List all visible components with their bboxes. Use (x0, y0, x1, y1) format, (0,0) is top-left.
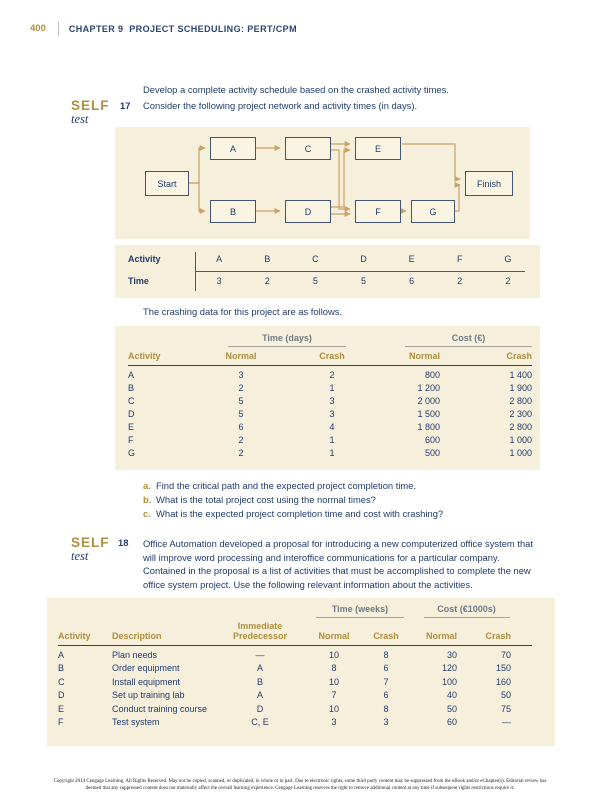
activity-column-header: Activity (128, 351, 161, 361)
table-row: E 6 4 1 800 2 800 (128, 422, 532, 432)
question-c: c. What is the expected project completion time and cost with crashing? (143, 508, 444, 519)
table-row: G 2 1 500 1 000 (128, 448, 532, 458)
table-row: D Set up training lab A 7 6 40 50 (58, 690, 511, 701)
crash-cost-column-header: Crash (485, 631, 511, 641)
column-header-row (128, 351, 532, 366)
header-divider (58, 21, 59, 36)
row-label: Activity (128, 254, 161, 264)
test-label: test (71, 112, 89, 126)
table-row: F Test system C, E 3 3 60 — (58, 717, 511, 728)
question-list (143, 479, 443, 521)
self-label: SELF (71, 535, 110, 550)
table-row: B 2 1 1 200 1 900 (128, 383, 532, 393)
normal-cost-column-header: Normal (408, 351, 440, 361)
self-label: SELF (71, 98, 110, 113)
predecessor-column-header: Immediate Predecessor (232, 621, 288, 641)
test-label: test (71, 549, 89, 563)
network-node-finish: Finish (465, 171, 513, 196)
table-row: C Install equipment B 10 7 100 160 (58, 676, 511, 687)
group-header-row (128, 333, 532, 347)
network-node-e: E (355, 137, 401, 160)
network-node-start: Start (145, 171, 189, 196)
table-row: D 5 3 1 500 2 300 (128, 409, 532, 419)
group-header-row (58, 604, 555, 618)
office-project-table (47, 598, 555, 746)
question-b: b. What is the total project cost using the normal times? (143, 494, 376, 505)
network-node-b: B (210, 200, 256, 223)
intro-line: Develop a complete activity schedule based on the crashed activity times. (143, 84, 449, 95)
time-group-header: Time (weeks) (308, 604, 412, 618)
normal-cost-column-header: Normal (425, 631, 457, 641)
activity-time-table (115, 245, 540, 298)
activity-row: Activity A B C D E F G (128, 254, 512, 264)
time-group-header: Time (days) (201, 333, 383, 347)
copyright-footer: Copyright 2014 Cengage Learning. All Rights Reserved. May not be copied, scanned, or duplicated, in whole or in part. Due to electronic rights, some third party content may be suppressed from the eBook and/or eChapter(s). Editorial review has deemed that any suppressed content does not materially affect the overall learning experience. Cengage Learning reserves the right to remove additional content at any time if subsequent rights restrictions require it. (53, 779, 547, 791)
page-number: 400 (30, 23, 46, 34)
project-network-diagram (115, 127, 530, 239)
row-label: Time (128, 276, 149, 286)
table-row: F 2 1 600 1 000 (128, 435, 532, 445)
normal-time-column-header: Normal (318, 631, 350, 641)
problem-18-statement: Office Automation developed a proposal for introducing a new computerized office system that will improve word processing and interoffice communications for a particular company. Contained in the proposal is a list of activities that must be accomplished to complete the new office system project. Use the following relevant information about the activities. (143, 538, 533, 590)
network-node-g: G (411, 200, 455, 223)
activity-column-header: Activity (58, 631, 91, 641)
table-row: B Order equipment A 8 6 120 150 (58, 663, 511, 674)
crash-time-column-header: Crash (373, 631, 399, 641)
column-header-row (58, 621, 532, 646)
cost-group-header: Cost (€) (383, 333, 532, 347)
running-head (30, 21, 297, 36)
table-row: E Conduct training course D 10 8 50 75 (58, 703, 511, 714)
problem-17-statement: Consider the following project network and activity times (in days). (143, 100, 418, 111)
problem-number-17: 17 (120, 100, 131, 111)
crash-cost-column-header: Crash (506, 351, 532, 361)
network-node-a: A (210, 137, 256, 160)
network-node-c: C (285, 137, 331, 160)
table-row: A Plan needs — 10 8 30 70 (58, 650, 511, 660)
network-node-d: D (285, 200, 331, 223)
table-row: A 3 2 800 1 400 (128, 370, 532, 380)
normal-time-column-header: Normal (225, 351, 257, 361)
time-row: Time 3 2 5 5 6 2 2 (128, 276, 511, 286)
cost-group-header: Cost (€1000s) (412, 604, 521, 618)
crashing-data-table (115, 326, 540, 470)
crash-time-column-header: Crash (319, 351, 345, 361)
table-row: C 5 3 2 000 2 800 (128, 396, 532, 406)
description-column-header: Description (112, 631, 162, 641)
crash-intro-line: The crashing data for this project are as follows. (143, 306, 343, 317)
chapter-title: CHAPTER 9 PROJECT SCHEDULING: PERT/CPM (68, 23, 297, 34)
network-node-f: F (355, 200, 401, 223)
table-divider-horizontal (195, 271, 525, 272)
problem-number-18: 18 (118, 537, 129, 548)
question-a: a. Find the critical path and the expected project completion time. (143, 480, 417, 491)
